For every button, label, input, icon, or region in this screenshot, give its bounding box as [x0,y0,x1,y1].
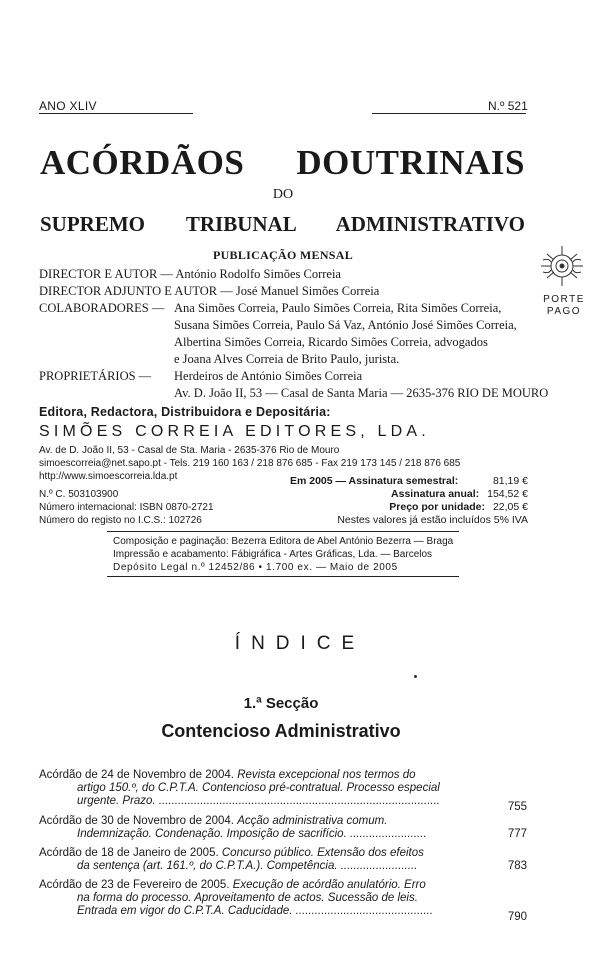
entry-subject: Indemnização. Condenação. Imposição de sacrifício. ........................ [77,828,427,840]
publisher-contacts: simoescorreia@net.sapo.pt - Tels. 219 160 163 / 218 876 685 - Fax 219 173 145 / 218 876 685 [39,458,461,469]
price-unit [290,501,528,514]
index-title: ÍNDICE [234,633,366,654]
collaborators-label: COLABORADORES — [39,301,165,315]
entry-subject: urgente. Prazo. ........................................................................................ [77,795,440,807]
postage-seal-icon [537,244,587,288]
issue-number: N.º 521 [488,99,528,113]
production-info [113,535,453,574]
entry-line [39,847,529,860]
publisher-website: http://www.simoescorreia.lda.pt [39,471,178,482]
production-rule-top [107,531,459,532]
entry-subject: Concurso público. Extensão dos efeitos [221,847,424,859]
section-number: 1.ª Secção [243,695,319,712]
court-title: SUPREMO TRIBUNAL ADMINISTRATIVO [40,212,525,236]
entry-line [39,828,467,841]
header-rule-right [372,113,526,114]
title-connector: DO [272,187,294,202]
adjunct-director-line: DIRECTOR ADJUNTO E AUTOR — José Manuel Simões Correia [39,284,380,298]
price-semestral-label: Em 2005 — Assinatura semestral: [290,475,459,487]
publisher-address: Av. de D. João II, 53 - Casal de Sta. Maria - 2635-376 Rio de Mouro [39,445,340,456]
entry-subject: Execução de acórdão anulatório. Erro [232,879,426,891]
entry-page-number: 783 [507,860,527,872]
page-title: ACÓRDÃOS DOUTRINAIS [40,143,525,182]
composition-line: Composição e paginação: Bezerra Editora de Abel António Bezerra — Braga [113,536,454,547]
header-rule-left [39,113,193,114]
entry-subject: Entrada em vigor do C.P.T.A. Caducidade. ........................................... [77,905,434,917]
collaborators-line: Albertina Simões Correia, Ricardo Simões Correia, advogados [174,335,488,349]
price-unit-label: Preço por unidade: [389,501,485,513]
entry-page-number: 755 [507,801,527,813]
entry-subject: artigo 150.º, do C.P.T.A. Contencioso pré-contratual. Processo especial [77,782,440,794]
entry-subject: Revista excepcional nos termos do [237,769,416,781]
collaborators-line: e Joana Alves Correia de Brito Paulo, jurista. [174,352,400,366]
entry-date: Acórdão de 30 de Novembro de 2004. [39,815,238,827]
print-speck [414,675,417,678]
entry-line [39,892,529,905]
collaborators-line: Ana Simões Correia, Paulo Simões Correia, Rita Simões Correia, [174,301,502,315]
volume-label: ANO XLIV [39,99,97,113]
collaborators-line: Susana Simões Correia, Paulo Sá Vaz, António José Simões Correia, [174,318,517,332]
index-entry [39,847,529,873]
entry-page-number: 777 [507,828,527,840]
entry-subject: da sentença (art. 161.º, do C.P.T.A.). Competência. ........................ [77,860,418,872]
publication-frequency: PUBLICAÇÃO MENSAL [212,248,354,262]
entry-date: Acórdão de 23 de Fevereiro de 2005. [39,879,233,891]
entry-subject: na forma do processo. Aproveitamento de actos. Sucessão de leis. [77,892,418,904]
entry-subject: Acção administrativa comum. [237,815,388,827]
owners-name: Herdeiros de António Simões Correia [174,369,363,383]
postage-line-pago: PAGO [546,306,582,317]
entry-line [39,769,529,782]
production-rule-bottom [107,576,459,577]
vat-note-text: Nestes valores já estão incluídos 5% IVA [337,514,528,526]
vat-note [290,514,528,527]
price-annual-value: 154,52 € [487,488,528,500]
price-semestral [290,475,528,488]
entry-page-number: 790 [507,911,527,923]
entry-line [39,815,529,828]
publisher-name: SIMÕES CORREIA EDITORES, LDA. [39,423,430,440]
legal-deposit-line: Depósito Legal n.º 12452/86 • 1.700 ex. — Maio de 2005 [113,562,398,573]
ics-registration: Número do registo no I.C.S.: 102726 [39,515,202,526]
owners-address: Av. D. João II, 53 — Casal de Santa Maria — 2635-376 RIO DE MOURO [174,386,549,400]
entry-line [39,782,529,795]
price-unit-value: 22,05 € [492,501,528,513]
postage-label [540,294,588,318]
index-entry [39,815,529,841]
printing-line: Impressão e acabamento: Fábigráfica - Artes Gráficas, Lda. — Barcelos [113,549,433,560]
entry-date: Acórdão de 18 de Janeiro de 2005. [39,847,222,859]
postage-line-porte: PORTE [543,294,585,305]
publisher-heading: Editora, Redactora, Distribuidora e Depositária: [39,405,331,419]
company-registration: N.º C. 503103900 [39,489,119,500]
owners-label: PROPRIETÁRIOS — [39,369,152,383]
director-line: DIRECTOR E AUTOR — António Rodolfo Simões Correia [39,267,341,281]
section-title: Contencioso Administrativo [161,721,401,741]
entry-line [39,879,529,892]
index-entry [39,769,529,813]
price-annual [290,488,528,501]
entry-line [39,905,467,918]
international-number: Número internacional: ISBN 0870-2721 [39,502,214,513]
entry-date: Acórdão de 24 de Novembro de 2004. [39,769,238,781]
entry-line [39,860,467,873]
price-semestral-value: 81,19 € [492,475,528,487]
entry-line [39,795,467,808]
index-entry [39,879,529,923]
price-annual-label: Assinatura anual: [391,488,480,500]
